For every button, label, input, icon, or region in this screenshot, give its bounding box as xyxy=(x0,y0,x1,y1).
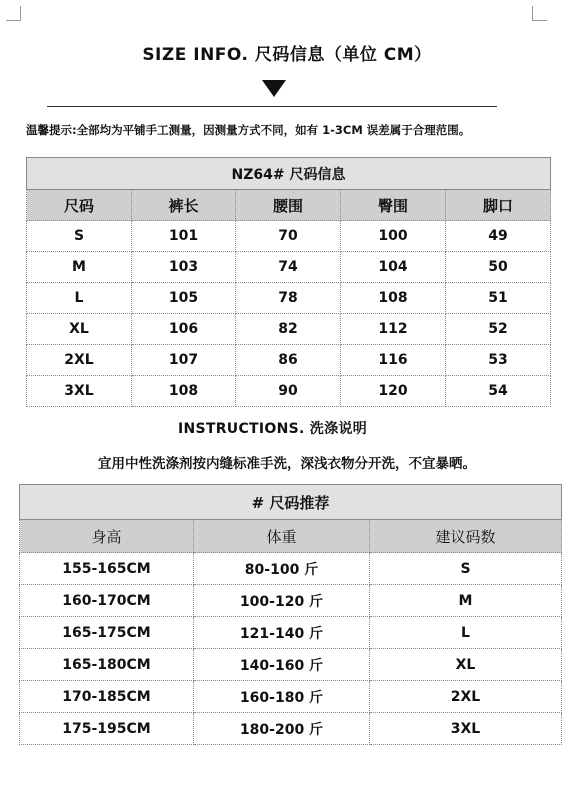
table-cell: 80-100 斤 xyxy=(194,553,370,585)
table-cell: 106 xyxy=(132,314,236,345)
table-cell: S xyxy=(370,553,562,585)
table-cell: 108 xyxy=(341,283,446,314)
table-cell: XL xyxy=(27,314,132,345)
table-row xyxy=(27,283,551,314)
table-row xyxy=(20,713,562,745)
table-cell: 52 xyxy=(446,314,551,345)
divider xyxy=(47,106,497,107)
page-corner-mark-right xyxy=(532,6,547,21)
table-cell: 165-180CM xyxy=(20,649,194,681)
table-cell: 116 xyxy=(341,345,446,376)
table-banner-row xyxy=(27,158,551,190)
table-cell: 86 xyxy=(236,345,341,376)
table-cell: 112 xyxy=(341,314,446,345)
table-cell: 51 xyxy=(446,283,551,314)
table-row xyxy=(27,314,551,345)
size-chart-table xyxy=(26,157,551,407)
table-row xyxy=(20,681,562,713)
table-cell: 2XL xyxy=(27,345,132,376)
table-row xyxy=(27,221,551,252)
table-cell: 121-140 斤 xyxy=(194,617,370,649)
column-header: 建议码数 xyxy=(370,520,562,553)
recommendation-banner: # 尺码推荐 xyxy=(20,485,562,520)
table-cell: 105 xyxy=(132,283,236,314)
table-cell: 53 xyxy=(446,345,551,376)
table-cell: 82 xyxy=(236,314,341,345)
table-cell: 100 xyxy=(341,221,446,252)
measurement-tip: 温馨提示:全部均为平铺手工测量，因测量方式不同，如有 1-3CM 误差属于合理范围。 xyxy=(26,123,471,137)
column-header: 尺码 xyxy=(27,190,132,221)
table-cell: L xyxy=(27,283,132,314)
table-cell: 2XL xyxy=(370,681,562,713)
table-cell: 140-160 斤 xyxy=(194,649,370,681)
table-cell: 160-170CM xyxy=(20,585,194,617)
down-arrow-icon xyxy=(262,80,286,97)
table-cell: M xyxy=(370,585,562,617)
size-chart-banner: NZ64# 尺码信息 xyxy=(27,158,551,190)
table-row xyxy=(27,252,551,283)
table-row xyxy=(27,376,551,407)
table-cell: 100-120 斤 xyxy=(194,585,370,617)
table-cell: 108 xyxy=(132,376,236,407)
table-row xyxy=(27,345,551,376)
table-cell: 50 xyxy=(446,252,551,283)
table-cell: 155-165CM xyxy=(20,553,194,585)
table-cell: XL xyxy=(370,649,562,681)
table-row xyxy=(20,617,562,649)
table-cell: 78 xyxy=(236,283,341,314)
table-cell: 160-180 斤 xyxy=(194,681,370,713)
table-cell: 49 xyxy=(446,221,551,252)
table-header-row xyxy=(27,190,551,221)
table-cell: 3XL xyxy=(370,713,562,745)
table-cell: 120 xyxy=(341,376,446,407)
page-corner-mark-left xyxy=(6,6,21,21)
table-cell: 3XL xyxy=(27,376,132,407)
table-cell: 175-195CM xyxy=(20,713,194,745)
table-cell: 54 xyxy=(446,376,551,407)
size-recommendation-table xyxy=(19,484,562,745)
table-cell: 170-185CM xyxy=(20,681,194,713)
table-cell: 103 xyxy=(132,252,236,283)
table-banner-row xyxy=(20,485,562,520)
column-header: 腰围 xyxy=(236,190,341,221)
table-cell: 101 xyxy=(132,221,236,252)
table-cell: S xyxy=(27,221,132,252)
column-header: 裤长 xyxy=(132,190,236,221)
table-row xyxy=(20,649,562,681)
table-cell: M xyxy=(27,252,132,283)
table-cell: L xyxy=(370,617,562,649)
column-header: 脚口 xyxy=(446,190,551,221)
table-cell: 107 xyxy=(132,345,236,376)
table-cell: 104 xyxy=(341,252,446,283)
column-header: 身高 xyxy=(20,520,194,553)
page-title: SIZE INFO. 尺码信息（单位 CM） xyxy=(142,45,432,65)
table-header-row xyxy=(20,520,562,553)
instructions-heading: INSTRUCTIONS. 洗涤说明 xyxy=(177,421,368,437)
table-cell: 70 xyxy=(236,221,341,252)
column-header: 臀围 xyxy=(341,190,446,221)
table-cell: 74 xyxy=(236,252,341,283)
table-row xyxy=(20,585,562,617)
table-cell: 180-200 斤 xyxy=(194,713,370,745)
column-header: 体重 xyxy=(194,520,370,553)
wash-instructions: 宜用中性洗涤剂按内缝标准手洗，深浅衣物分开洗，不宜暴晒。 xyxy=(98,456,476,472)
table-cell: 165-175CM xyxy=(20,617,194,649)
table-row xyxy=(20,553,562,585)
table-cell: 90 xyxy=(236,376,341,407)
